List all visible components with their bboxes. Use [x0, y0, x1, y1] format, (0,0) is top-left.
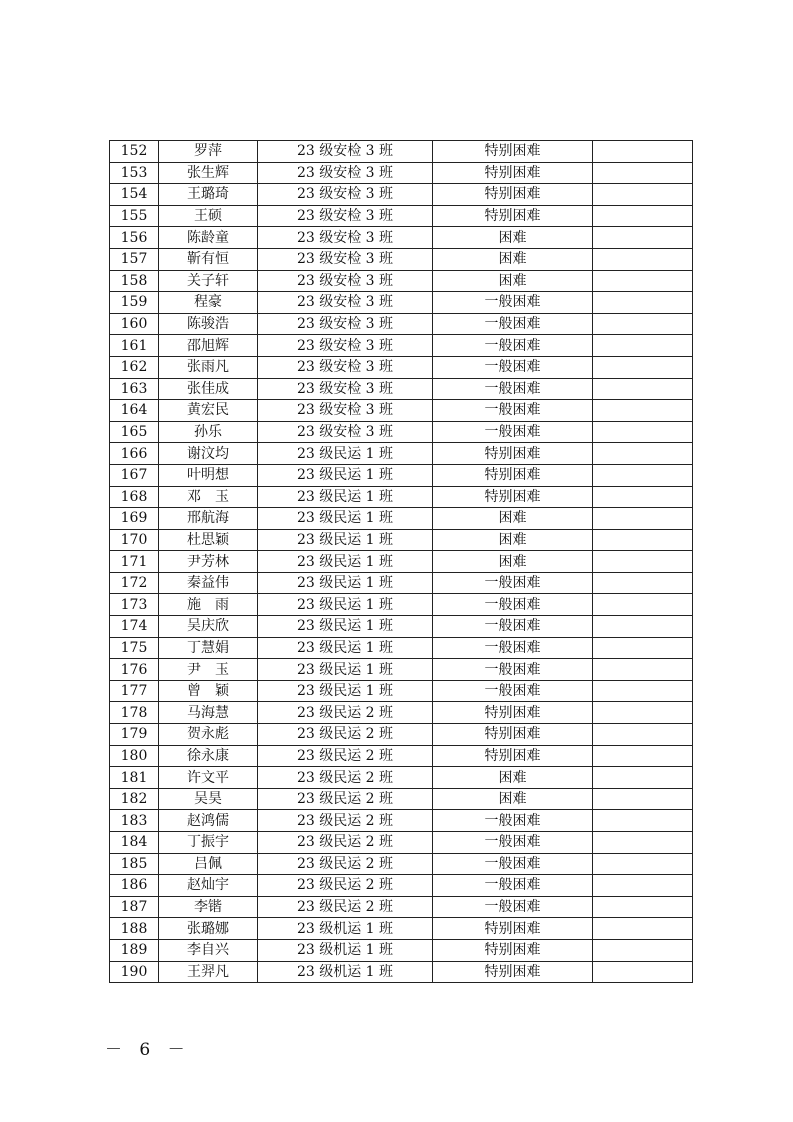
- table-row: [110, 961, 693, 983]
- difficulty-level-cell: 特别困难: [433, 745, 593, 767]
- difficulty-level-cell: 一般困难: [433, 594, 593, 616]
- row-number-cell: 180: [110, 745, 159, 767]
- difficulty-level-cell: 特别困难: [433, 702, 593, 724]
- student-name-cell: 丁振宇: [159, 832, 258, 854]
- table-row: [110, 896, 693, 918]
- table-row: [110, 637, 693, 659]
- student-name-cell: 马海慧: [159, 702, 258, 724]
- difficulty-level-cell: 困难: [433, 529, 593, 551]
- class-name-cell: 23 级安检 3 班: [258, 421, 433, 443]
- row-number-cell: 164: [110, 400, 159, 422]
- remarks-cell: [593, 313, 693, 335]
- row-number-cell: 177: [110, 680, 159, 702]
- remarks-cell: [593, 875, 693, 897]
- student-name-cell: 靳有恒: [159, 248, 258, 270]
- row-number-cell: 188: [110, 918, 159, 940]
- remarks-cell: [593, 745, 693, 767]
- difficulty-level-cell: 一般困难: [433, 896, 593, 918]
- row-number-cell: 167: [110, 464, 159, 486]
- row-number-cell: 187: [110, 896, 159, 918]
- student-name-cell: 程豪: [159, 292, 258, 314]
- row-number-cell: 159: [110, 292, 159, 314]
- difficulty-level-cell: 特别困难: [433, 184, 593, 206]
- class-name-cell: 23 级机运 1 班: [258, 961, 433, 983]
- table-body: [110, 141, 693, 983]
- student-name-cell: 谢汶均: [159, 443, 258, 465]
- table-row: [110, 724, 693, 746]
- difficulty-level-cell: 一般困难: [433, 616, 593, 638]
- difficulty-level-cell: 一般困难: [433, 832, 593, 854]
- student-name-cell: 关子轩: [159, 270, 258, 292]
- row-number-cell: 181: [110, 767, 159, 789]
- class-name-cell: 23 级民运 2 班: [258, 724, 433, 746]
- difficulty-level-cell: 一般困难: [433, 659, 593, 681]
- student-name-cell: 吴庆欣: [159, 616, 258, 638]
- remarks-cell: [593, 141, 693, 163]
- remarks-cell: [593, 918, 693, 940]
- difficulty-level-cell: 困难: [433, 248, 593, 270]
- class-name-cell: 23 级民运 1 班: [258, 443, 433, 465]
- remarks-cell: [593, 659, 693, 681]
- class-name-cell: 23 级民运 2 班: [258, 702, 433, 724]
- row-number-cell: 186: [110, 875, 159, 897]
- difficulty-level-cell: 特别困难: [433, 205, 593, 227]
- student-name-cell: 张璐娜: [159, 918, 258, 940]
- row-number-cell: 179: [110, 724, 159, 746]
- row-number-cell: 171: [110, 551, 159, 573]
- class-name-cell: 23 级民运 1 班: [258, 659, 433, 681]
- table-row: [110, 551, 693, 573]
- student-name-cell: 许文平: [159, 767, 258, 789]
- remarks-cell: [593, 702, 693, 724]
- remarks-cell: [593, 335, 693, 357]
- table-row: [110, 227, 693, 249]
- difficulty-level-cell: 一般困难: [433, 680, 593, 702]
- table-row: [110, 421, 693, 443]
- class-name-cell: 23 级民运 1 班: [258, 572, 433, 594]
- table-row: [110, 875, 693, 897]
- row-number-cell: 152: [110, 141, 159, 163]
- table-row: [110, 810, 693, 832]
- row-number-cell: 155: [110, 205, 159, 227]
- remarks-cell: [593, 572, 693, 594]
- remarks-cell: [593, 961, 693, 983]
- row-number-cell: 173: [110, 594, 159, 616]
- table-row: [110, 616, 693, 638]
- table-row: [110, 356, 693, 378]
- difficulty-level-cell: 一般困难: [433, 292, 593, 314]
- class-name-cell: 23 级民运 2 班: [258, 896, 433, 918]
- student-name-cell: 邢航海: [159, 508, 258, 530]
- row-number-cell: 154: [110, 184, 159, 206]
- class-name-cell: 23 级安检 3 班: [258, 400, 433, 422]
- remarks-cell: [593, 184, 693, 206]
- row-number-cell: 175: [110, 637, 159, 659]
- difficulty-level-cell: 一般困难: [433, 378, 593, 400]
- student-name-cell: 孙乐: [159, 421, 258, 443]
- row-number-cell: 166: [110, 443, 159, 465]
- difficulty-level-cell: 特别困难: [433, 486, 593, 508]
- difficulty-level-cell: 一般困难: [433, 875, 593, 897]
- table-row: [110, 162, 693, 184]
- difficulty-level-cell: 特别困难: [433, 162, 593, 184]
- difficulty-level-cell: 一般困难: [433, 853, 593, 875]
- difficulty-level-cell: 一般困难: [433, 637, 593, 659]
- student-name-cell: 尹 玉: [159, 659, 258, 681]
- remarks-cell: [593, 832, 693, 854]
- difficulty-level-cell: 一般困难: [433, 335, 593, 357]
- remarks-cell: [593, 637, 693, 659]
- remarks-cell: [593, 788, 693, 810]
- table-row: [110, 184, 693, 206]
- class-name-cell: 23 级安检 3 班: [258, 205, 433, 227]
- table-row: [110, 400, 693, 422]
- remarks-cell: [593, 529, 693, 551]
- student-name-cell: 丁慧娟: [159, 637, 258, 659]
- remarks-cell: [593, 292, 693, 314]
- difficulty-level-cell: 特别困难: [433, 918, 593, 940]
- remarks-cell: [593, 616, 693, 638]
- row-number-cell: 172: [110, 572, 159, 594]
- class-name-cell: 23 级安检 3 班: [258, 141, 433, 163]
- difficulty-level-cell: 一般困难: [433, 421, 593, 443]
- row-number-cell: 183: [110, 810, 159, 832]
- remarks-cell: [593, 486, 693, 508]
- class-name-cell: 23 级安检 3 班: [258, 356, 433, 378]
- student-name-cell: 吕佩: [159, 853, 258, 875]
- difficulty-level-cell: 一般困难: [433, 400, 593, 422]
- class-name-cell: 23 级民运 2 班: [258, 810, 433, 832]
- student-name-cell: 尹芳林: [159, 551, 258, 573]
- student-name-cell: 李自兴: [159, 939, 258, 961]
- class-name-cell: 23 级民运 2 班: [258, 745, 433, 767]
- difficulty-level-cell: 特别困难: [433, 464, 593, 486]
- class-name-cell: 23 级民运 1 班: [258, 486, 433, 508]
- student-name-cell: 赵灿宇: [159, 875, 258, 897]
- table-row: [110, 529, 693, 551]
- student-name-cell: 王璐琦: [159, 184, 258, 206]
- remarks-cell: [593, 724, 693, 746]
- row-number-cell: 161: [110, 335, 159, 357]
- table-row: [110, 292, 693, 314]
- table-row: [110, 248, 693, 270]
- table-row: [110, 832, 693, 854]
- class-name-cell: 23 级民运 1 班: [258, 551, 433, 573]
- row-number-cell: 174: [110, 616, 159, 638]
- class-name-cell: 23 级安检 3 班: [258, 378, 433, 400]
- remarks-cell: [593, 594, 693, 616]
- student-name-cell: 张生辉: [159, 162, 258, 184]
- class-name-cell: 23 级民运 2 班: [258, 875, 433, 897]
- remarks-cell: [593, 767, 693, 789]
- remarks-cell: [593, 248, 693, 270]
- student-name-cell: 陈龄童: [159, 227, 258, 249]
- class-name-cell: 23 级安检 3 班: [258, 162, 433, 184]
- remarks-cell: [593, 810, 693, 832]
- class-name-cell: 23 级民运 1 班: [258, 616, 433, 638]
- table-row: [110, 270, 693, 292]
- row-number-cell: 190: [110, 961, 159, 983]
- row-number-cell: 153: [110, 162, 159, 184]
- class-name-cell: 23 级民运 1 班: [258, 680, 433, 702]
- class-name-cell: 23 级民运 1 班: [258, 529, 433, 551]
- table-row: [110, 141, 693, 163]
- remarks-cell: [593, 162, 693, 184]
- class-name-cell: 23 级民运 2 班: [258, 832, 433, 854]
- student-name-cell: 杜思颖: [159, 529, 258, 551]
- remarks-cell: [593, 400, 693, 422]
- difficulty-level-cell: 一般困难: [433, 810, 593, 832]
- difficulty-level-cell: 特别困难: [433, 141, 593, 163]
- table-row: [110, 313, 693, 335]
- row-number-cell: 158: [110, 270, 159, 292]
- remarks-cell: [593, 896, 693, 918]
- remarks-cell: [593, 853, 693, 875]
- table-row: [110, 205, 693, 227]
- difficulty-level-cell: 困难: [433, 227, 593, 249]
- student-name-cell: 罗萍: [159, 141, 258, 163]
- row-number-cell: 182: [110, 788, 159, 810]
- table-row: [110, 918, 693, 940]
- difficulty-level-cell: 一般困难: [433, 356, 593, 378]
- row-number-cell: 170: [110, 529, 159, 551]
- student-name-cell: 秦益伟: [159, 572, 258, 594]
- table-row: [110, 788, 693, 810]
- row-number-cell: 163: [110, 378, 159, 400]
- student-name-cell: 黄宏民: [159, 400, 258, 422]
- row-number-cell: 176: [110, 659, 159, 681]
- class-name-cell: 23 级民运 1 班: [258, 464, 433, 486]
- table-row: [110, 508, 693, 530]
- difficulty-level-cell: 特别困难: [433, 443, 593, 465]
- remarks-cell: [593, 443, 693, 465]
- student-name-cell: 张佳成: [159, 378, 258, 400]
- remarks-cell: [593, 680, 693, 702]
- class-name-cell: 23 级安检 3 班: [258, 227, 433, 249]
- student-name-cell: 吴昊: [159, 788, 258, 810]
- remarks-cell: [593, 939, 693, 961]
- student-name-cell: 赵鸿儒: [159, 810, 258, 832]
- difficulty-level-cell: 特别困难: [433, 724, 593, 746]
- student-name-cell: 曾 颖: [159, 680, 258, 702]
- row-number-cell: 168: [110, 486, 159, 508]
- class-name-cell: 23 级安检 3 班: [258, 270, 433, 292]
- class-name-cell: 23 级安检 3 班: [258, 313, 433, 335]
- difficulty-level-cell: 特别困难: [433, 939, 593, 961]
- difficulty-level-cell: 特别困难: [433, 961, 593, 983]
- difficulty-level-cell: 一般困难: [433, 313, 593, 335]
- table-row: [110, 486, 693, 508]
- class-name-cell: 23 级机运 1 班: [258, 939, 433, 961]
- class-name-cell: 23 级民运 2 班: [258, 853, 433, 875]
- student-name-cell: 施 雨: [159, 594, 258, 616]
- student-name-cell: 邓 玉: [159, 486, 258, 508]
- row-number-cell: 169: [110, 508, 159, 530]
- table-row: [110, 939, 693, 961]
- class-name-cell: 23 级安检 3 班: [258, 184, 433, 206]
- row-number-cell: 184: [110, 832, 159, 854]
- difficulty-level-cell: 一般困难: [433, 572, 593, 594]
- row-number-cell: 162: [110, 356, 159, 378]
- class-name-cell: 23 级民运 1 班: [258, 508, 433, 530]
- student-name-cell: 王硕: [159, 205, 258, 227]
- remarks-cell: [593, 378, 693, 400]
- class-name-cell: 23 级民运 2 班: [258, 767, 433, 789]
- student-name-cell: 徐永康: [159, 745, 258, 767]
- student-name-cell: 叶明想: [159, 464, 258, 486]
- class-name-cell: 23 级安检 3 班: [258, 292, 433, 314]
- table-row: [110, 378, 693, 400]
- row-number-cell: 160: [110, 313, 159, 335]
- student-name-cell: 李锴: [159, 896, 258, 918]
- table-row: [110, 680, 693, 702]
- difficulty-level-cell: 困难: [433, 788, 593, 810]
- table-row: [110, 767, 693, 789]
- remarks-cell: [593, 464, 693, 486]
- class-name-cell: 23 级机运 1 班: [258, 918, 433, 940]
- student-name-cell: 张雨凡: [159, 356, 258, 378]
- student-name-cell: 王羿凡: [159, 961, 258, 983]
- student-name-cell: 贺永彪: [159, 724, 258, 746]
- table-row: [110, 702, 693, 724]
- row-number-cell: 157: [110, 248, 159, 270]
- row-number-cell: 189: [110, 939, 159, 961]
- remarks-cell: [593, 356, 693, 378]
- remarks-cell: [593, 227, 693, 249]
- student-name-cell: 陈骏浩: [159, 313, 258, 335]
- difficulty-level-cell: 困难: [433, 508, 593, 530]
- table-row: [110, 335, 693, 357]
- remarks-cell: [593, 551, 693, 573]
- difficulty-level-cell: 困难: [433, 767, 593, 789]
- row-number-cell: 185: [110, 853, 159, 875]
- table-row: [110, 464, 693, 486]
- remarks-cell: [593, 205, 693, 227]
- row-number-cell: 156: [110, 227, 159, 249]
- row-number-cell: 165: [110, 421, 159, 443]
- remarks-cell: [593, 421, 693, 443]
- table-row: [110, 594, 693, 616]
- difficulty-level-cell: 困难: [433, 270, 593, 292]
- student-name-cell: 邵旭辉: [159, 335, 258, 357]
- class-name-cell: 23 级民运 1 班: [258, 594, 433, 616]
- table-row: [110, 659, 693, 681]
- student-table-container: [109, 140, 692, 983]
- student-table: [109, 140, 693, 983]
- table-row: [110, 853, 693, 875]
- row-number-cell: 178: [110, 702, 159, 724]
- remarks-cell: [593, 508, 693, 530]
- remarks-cell: [593, 270, 693, 292]
- page-number: － 6 －: [105, 1040, 191, 1060]
- class-name-cell: 23 级民运 1 班: [258, 637, 433, 659]
- class-name-cell: 23 级安检 3 班: [258, 248, 433, 270]
- class-name-cell: 23 级安检 3 班: [258, 335, 433, 357]
- difficulty-level-cell: 困难: [433, 551, 593, 573]
- table-row: [110, 572, 693, 594]
- class-name-cell: 23 级民运 2 班: [258, 788, 433, 810]
- table-row: [110, 443, 693, 465]
- table-row: [110, 745, 693, 767]
